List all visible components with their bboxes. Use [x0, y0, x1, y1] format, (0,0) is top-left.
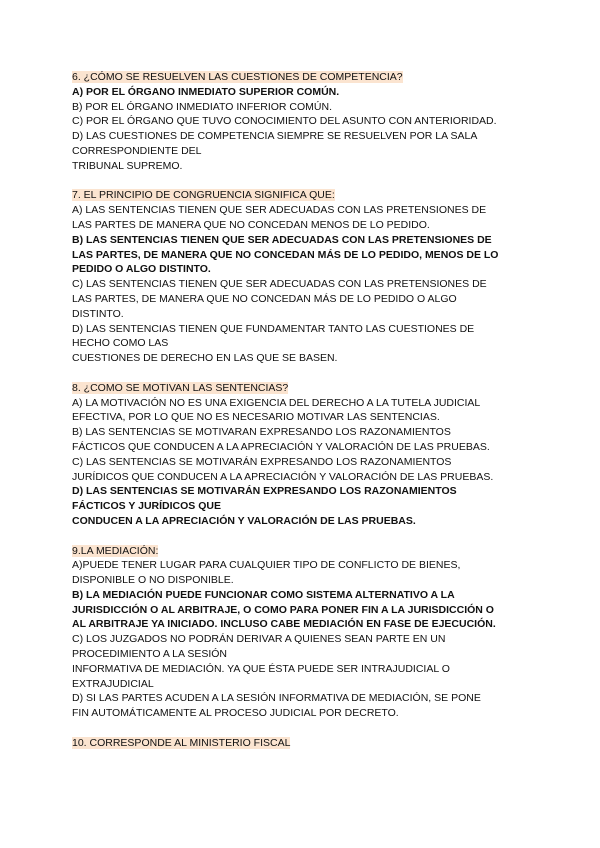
document-page [72, 70, 532, 765]
question-block [72, 188, 532, 366]
option-line: CONDUCEN A LA APRECIACIÓN Y VALORACIÓN DE LAS PRUEBAS. [72, 514, 416, 527]
question-title: 10. CORRESPONDE AL MINISTERIO FISCAL [72, 736, 291, 749]
question-title: 9.LA MEDIACIÓN: [72, 544, 159, 557]
option-line: D) LAS CUESTIONES DE COMPETENCIA SIEMPRE SE RESUELVEN POR LA SALA [72, 130, 478, 143]
answer-option [72, 558, 532, 588]
answer-option-correct [72, 85, 532, 100]
option-line: A) POR EL ÓRGANO INMEDIATO SUPERIOR COMÚN. [72, 85, 340, 98]
answer-option-correct [72, 588, 532, 632]
option-line: DISPONIBLE O NO DISPONIBLE. [72, 574, 234, 587]
option-line: B) LAS SENTENCIAS TIENEN QUE SER ADECUADAS CON LAS PRETENSIONES DE [72, 233, 492, 246]
option-line: C) POR EL ÓRGANO QUE TUVO CONOCIMIENTO DEL ASUNTO CON ANTERIORIDAD. [72, 115, 497, 128]
answer-option [72, 100, 532, 115]
option-line: PEDIDO O ALGO DISTINTO. [72, 263, 211, 276]
option-line: TRIBUNAL SUPREMO. [72, 159, 183, 172]
option-line: D) LAS SENTENCIAS SE MOTIVARÁN EXPRESANDO LOS RAZONAMIENTOS [72, 485, 457, 498]
option-line: JURÍDICOS QUE CONDUCEN A LA APRECIACIÓN Y VALORACIÓN DE LAS PRUEBAS. [72, 470, 494, 483]
answer-option [72, 322, 532, 366]
option-line: B) LA MEDIACIÓN PUEDE FUNCIONAR COMO SISTEMA ALTERNATIVO A LA [72, 588, 455, 601]
option-line: JURISDICCIÓN O AL ARBITRAJE, O COMO PARA PONER FIN A LA JURISDICCIÓN O [72, 603, 494, 616]
option-line: D) LAS SENTENCIAS TIENEN QUE FUNDAMENTAR TANTO LAS CUESTIONES DE [72, 322, 475, 335]
option-line: A) LAS SENTENCIAS TIENEN QUE SER ADECUADAS CON LAS PRETENSIONES DE [72, 204, 487, 217]
option-line: CUESTIONES DE DERECHO EN LAS QUE SE BASEN. [72, 352, 338, 365]
option-line: D) SI LAS PARTES ACUDEN A LA SESIÓN INFORMATIVA DE MEDIACIÓN, SE PONE [72, 692, 481, 705]
option-line: HECHO COMO LAS [72, 337, 169, 350]
option-line: LAS PARTES DE MANERA QUE NO CONCEDAN MENOS DE LO PEDIDO. [72, 218, 430, 231]
option-line: LAS PARTES, DE MANERA QUE NO CONCEDAN MÁS DE LO PEDIDO O ALGO [72, 292, 457, 305]
option-line: A) LA MOTIVACIÓN NO ES UNA EXIGENCIA DEL DERECHO A LA TUTELA JUDICIAL [72, 396, 481, 409]
option-line: C) LAS SENTENCIAS TIENEN QUE SER ADECUADAS CON LAS PRETENSIONES DE [72, 278, 487, 291]
question-title: 7. EL PRINCIPIO DE CONGRUENCIA SIGNIFICA QUE: [72, 189, 335, 202]
answer-option [72, 203, 532, 233]
option-line: PROCEDIMIENTO A LA SESIÓN [72, 648, 228, 661]
question-block [72, 70, 532, 174]
answer-option [72, 114, 532, 129]
answer-option [72, 455, 532, 485]
question-title: 6. ¿CÓMO SE RESUELVEN LAS CUESTIONES DE COMPETENCIA? [72, 71, 403, 83]
answer-option [72, 396, 532, 426]
question-block [72, 544, 532, 722]
option-line: C) LAS SENTENCIAS SE MOTIVARÁN EXPRESANDO LOS RAZONAMIENTOS [72, 455, 452, 468]
option-line: CORRESPONDIENTE DEL [72, 144, 202, 157]
answer-option [72, 277, 532, 321]
option-line: B) LAS SENTENCIAS SE MOTIVARAN EXPRESANDO LOS RAZONAMIENTOS [72, 426, 451, 439]
option-line: INFORMATIVA DE MEDIACIÓN. YA QUE ÉSTA PUEDE SER INTRAJUDICIAL O [72, 662, 450, 675]
answer-option [72, 129, 532, 173]
option-line: LAS PARTES, DE MANERA QUE NO CONCEDAN MÁS DE LO PEDIDO, MENOS DE LO [72, 248, 499, 261]
option-line: C) LOS JUZGADOS NO PODRÁN DERIVAR A QUIENES SEAN PARTE EN UN [72, 633, 446, 646]
option-line: FIN AUTOMÁTICAMENTE AL PROCESO JUDICIAL POR DECRETO. [72, 707, 399, 720]
answer-option-correct [72, 233, 532, 277]
option-line: A)PUEDE TENER LUGAR PARA CUALQUIER TIPO DE CONFLICTO DE BIENES, [72, 559, 461, 572]
option-line: DISTINTO. [72, 307, 124, 320]
option-line: B) POR EL ÓRGANO INMEDIATO INFERIOR COMÚN. [72, 100, 332, 113]
question-block [72, 381, 532, 529]
question-title: 8. ¿COMO SE MOTIVAN LAS SENTENCIAS? [72, 381, 289, 394]
answer-option [72, 425, 532, 455]
answer-option [72, 632, 532, 691]
option-line: FÁCTICOS Y JURÍDICOS QUE [72, 500, 221, 513]
answer-option [72, 691, 532, 721]
answer-option-correct [72, 484, 532, 528]
question-block [72, 736, 532, 751]
option-line: FÁCTICOS QUE CONDUCEN A LA APRECIACIÓN Y VALORACIÓN DE LAS PRUEBAS. [72, 440, 490, 453]
option-line: AL ARBITRAJE YA INICIADO. INCLUSO CABE MEDIACIÓN EN FASE DE EJECUCIÓN. [72, 618, 496, 631]
option-line: EXTRAJUDICIAL [72, 677, 154, 690]
option-line: EFECTIVA, POR LO QUE NO ES NECESARIO MOTIVAR LAS SENTENCIAS. [72, 411, 440, 424]
